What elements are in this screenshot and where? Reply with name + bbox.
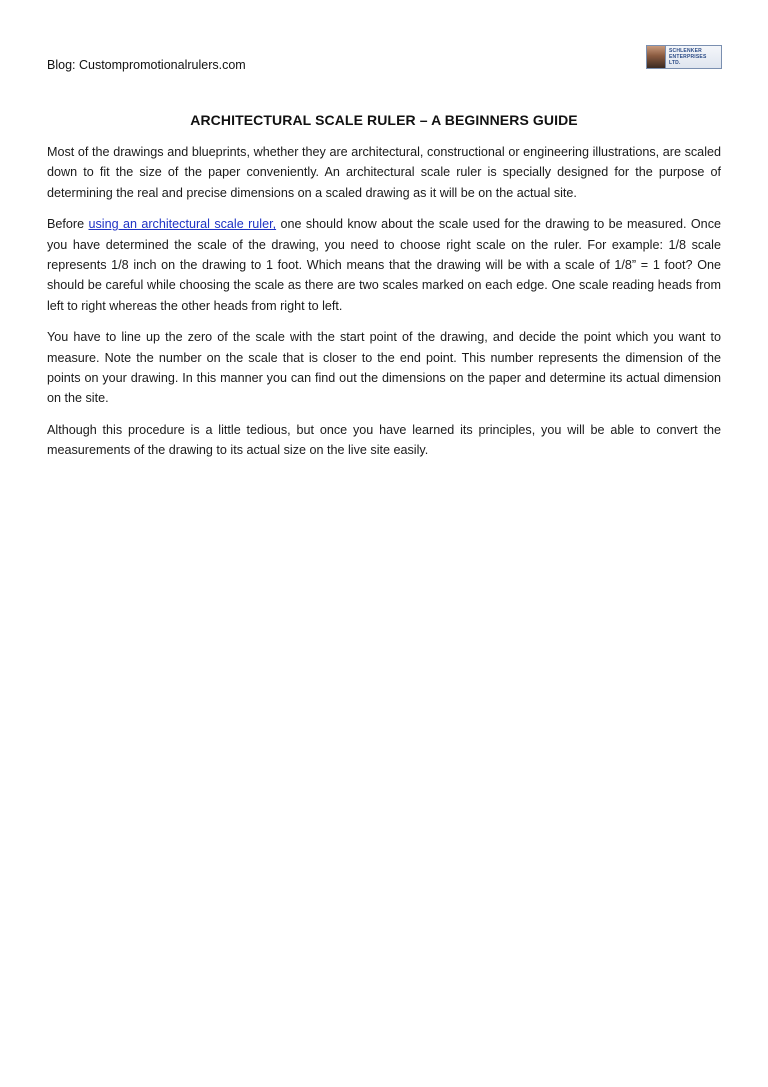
blog-header-label: Blog: Custompromotionalrulers.com [47, 58, 246, 72]
logo-line-1: SCHLENKER [669, 48, 702, 54]
company-logo [646, 45, 722, 69]
paragraph-intro: Most of the drawings and blueprints, whether they are architectural, constructional or engineering illustrations, are scaled down to fit the size of the paper conveniently. An architectural scale ruler is specially designed for the purpose of determining the real and precise dimensions on a scaled drawing as it will be on the actual site. [47, 145, 721, 200]
paragraph-scale-usage [47, 214, 721, 316]
paragraph-measuring: You have to line up the zero of the scale with the start point of the drawing, and decide the point which you want to measure. Note the number on the scale that is closer to the end point. This number represents the dimension of the points on your drawing. In this manner you can find out the dimensions on the paper and determine its actual dimension on the site. [47, 330, 721, 406]
logo-line-3: LTD. [669, 60, 681, 66]
document-body [47, 112, 721, 472]
document-title: ARCHITECTURAL SCALE RULER – A BEGINNERS GUIDE [190, 112, 578, 128]
logo-text [666, 48, 707, 66]
architectural-scale-ruler-link[interactable]: using an architectural scale ruler, [88, 217, 277, 232]
paragraph-2-rest: one should know about the scale used for the drawing to be measured. Once you have determined the scale of the drawing, you need to choose right scale on the ruler. For example: 1/8 scale represents 1/8 inch on the drawing to 1 foot. Which means that the drawing will be with a scale of 1/8” = 1 foot? One should be careful while choosing the scale as there are two scales marked on each edge. One scale reading heads from left to right whereas the other heads from right to left. [47, 217, 721, 313]
paragraph-conclusion: Although this procedure is a little tedious, but once you have learned its principles, you will be able to convert the measurements of the drawing to its actual size on the live site easily. [47, 422, 721, 458]
logo-line-2: ENTERPRISES [669, 54, 707, 60]
paragraph-2-prefix: Before [47, 217, 89, 232]
logo-photo-icon [647, 46, 666, 68]
